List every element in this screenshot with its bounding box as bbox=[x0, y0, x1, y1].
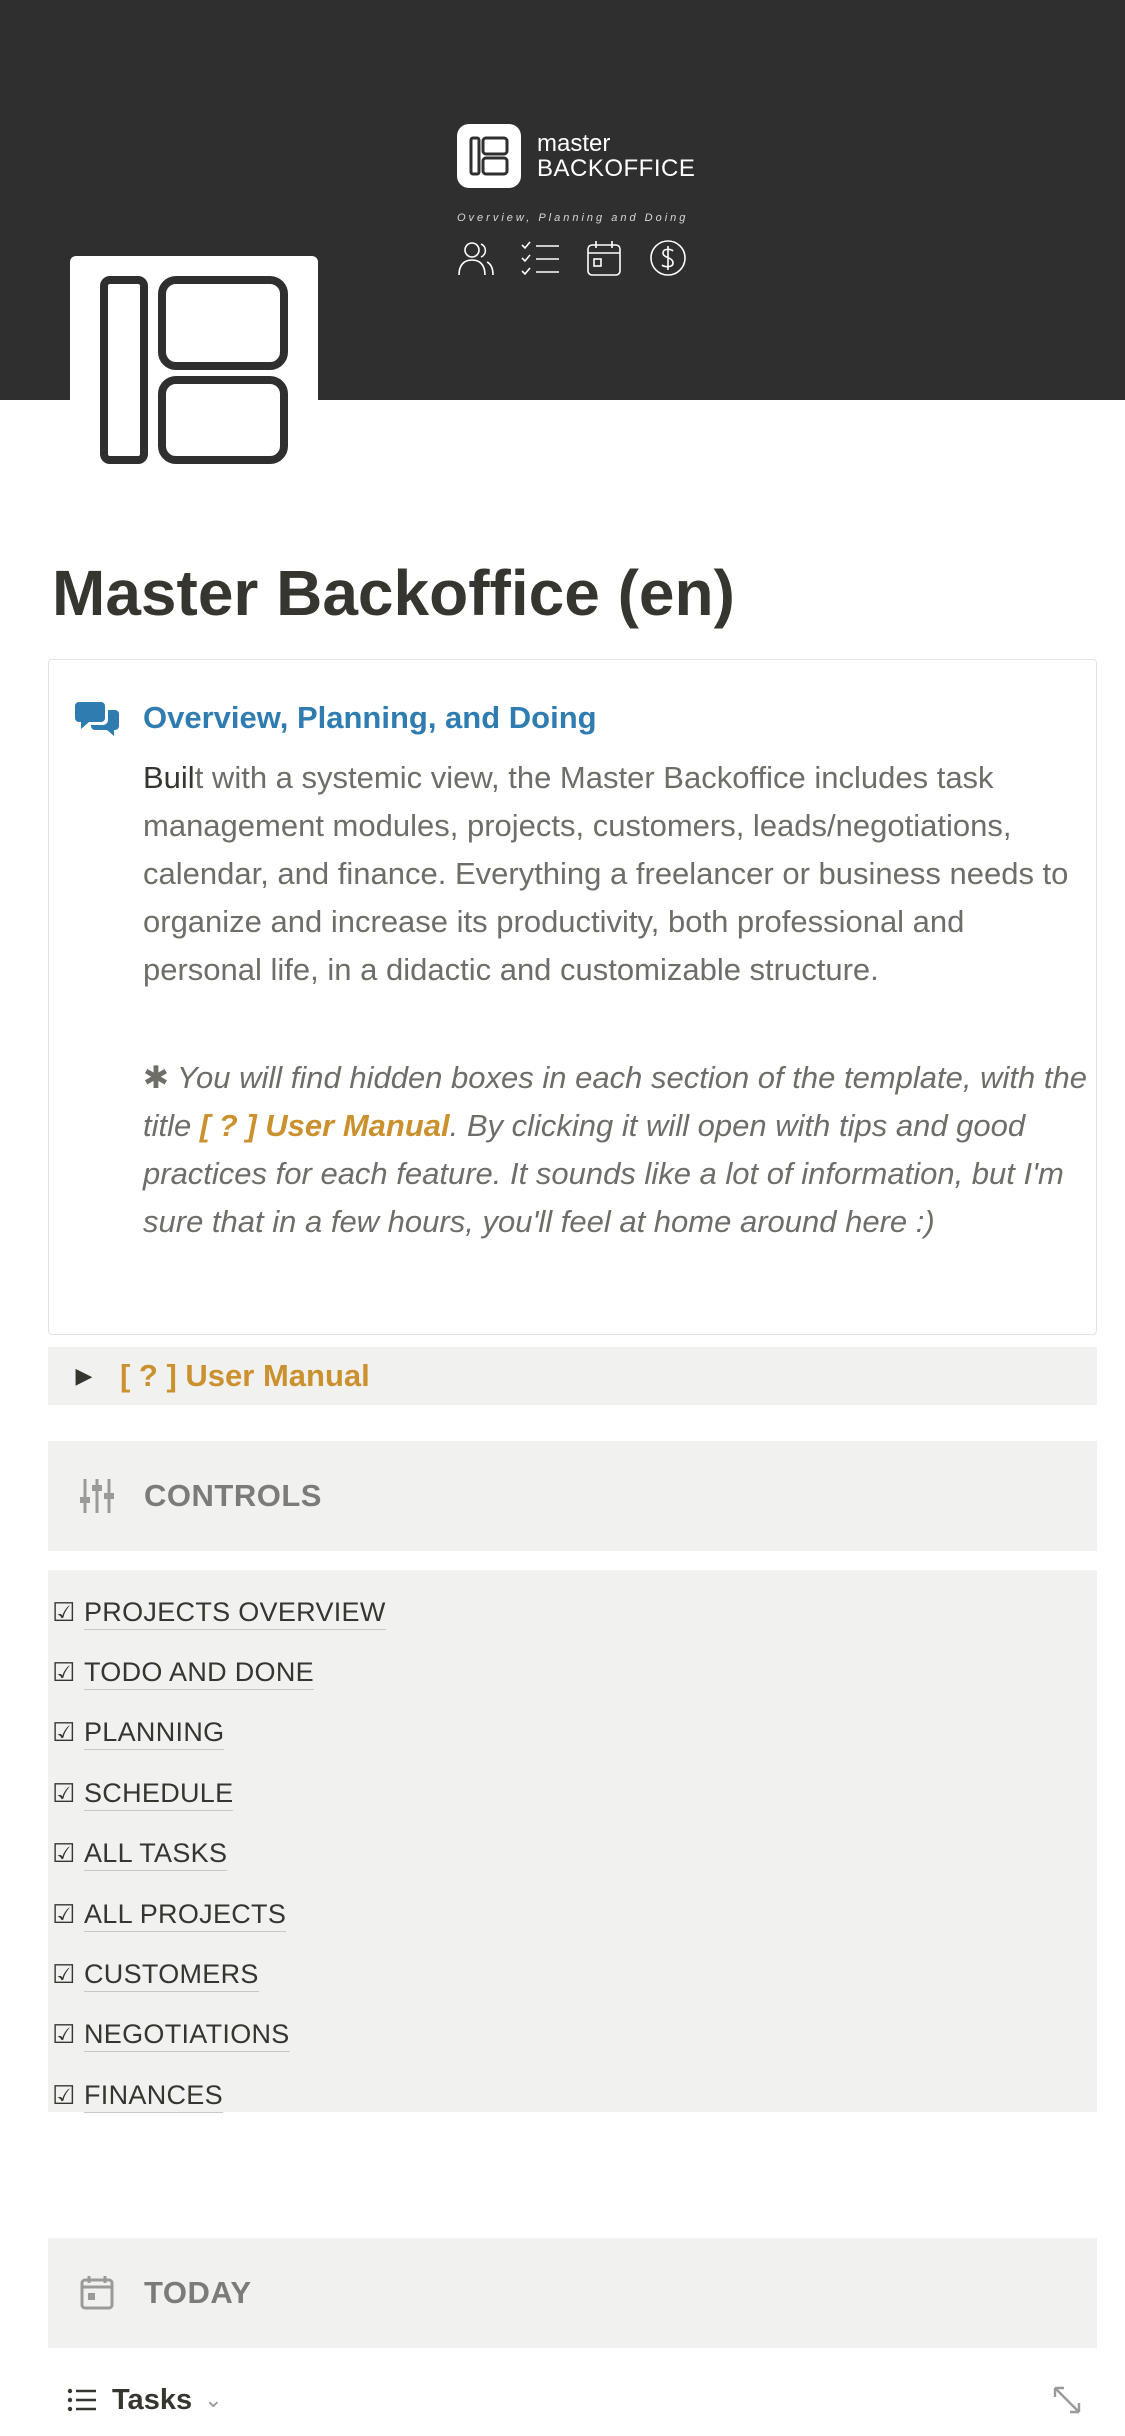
note-end: . By clicking it will open with tips and good practices for each feature. It sounds like a lot of information, but I'm sure that in a few hours, you'll feel at home around here :) bbox=[143, 1108, 1064, 1239]
tasks-view-label[interactable]: Tasks bbox=[112, 2383, 193, 2416]
control-item[interactable] bbox=[48, 1642, 1097, 1702]
toggle-arrow-icon[interactable]: ▶ bbox=[75, 1363, 93, 1388]
control-link[interactable]: PLANNING bbox=[84, 1715, 224, 1750]
control-link[interactable]: TODO AND DONE bbox=[84, 1655, 314, 1690]
checkbox-icon: ☑ bbox=[52, 2019, 76, 2050]
brand-line2: BACKOFFICE bbox=[537, 155, 696, 182]
checkbox-icon: ☑ bbox=[52, 1959, 76, 1990]
chevron-down-icon[interactable]: ⌄ bbox=[204, 2387, 223, 2412]
callout-body bbox=[143, 754, 1073, 994]
dollar-icon bbox=[647, 237, 689, 279]
checkbox-icon: ☑ bbox=[52, 1657, 76, 1688]
control-link[interactable]: SCHEDULE bbox=[84, 1776, 233, 1811]
control-link[interactable]: ALL TASKS bbox=[84, 1836, 227, 1871]
checklist-icon bbox=[519, 237, 561, 279]
chat-bubbles-icon bbox=[75, 698, 119, 738]
brand-line1: master bbox=[537, 129, 611, 157]
expand-icon[interactable] bbox=[1051, 2384, 1083, 2416]
checkbox-icon: ☑ bbox=[52, 1717, 76, 1748]
control-item[interactable] bbox=[48, 2005, 1097, 2065]
page-icon[interactable] bbox=[70, 256, 318, 484]
control-item[interactable] bbox=[48, 1944, 1097, 2004]
checkbox-icon: ☑ bbox=[52, 1898, 76, 1929]
control-link[interactable]: PROJECTS OVERVIEW bbox=[84, 1595, 386, 1630]
toggle-label: [ ? ] User Manual bbox=[120, 1358, 370, 1393]
checkbox-icon: ☑ bbox=[52, 1777, 76, 1808]
brand-icon-row bbox=[455, 236, 695, 280]
brand-logo bbox=[457, 124, 697, 188]
today-header bbox=[48, 2238, 1097, 2348]
controls-title: CONTROLS bbox=[144, 1478, 322, 1513]
page-title[interactable]: Master Backoffice (en) bbox=[52, 557, 735, 629]
callout-body-start: Buil bbox=[143, 760, 195, 795]
brand-mark-icon bbox=[457, 124, 521, 188]
checkbox-icon: ☑ bbox=[52, 1838, 76, 1869]
control-link[interactable]: CUSTOMERS bbox=[84, 1957, 259, 1992]
control-item[interactable] bbox=[48, 1824, 1097, 1884]
control-item[interactable] bbox=[48, 1884, 1097, 1944]
user-manual-toggle[interactable] bbox=[48, 1347, 1097, 1405]
intro-callout bbox=[48, 659, 1097, 1335]
list-icon bbox=[66, 2384, 98, 2416]
control-link[interactable]: ALL PROJECTS bbox=[84, 1897, 286, 1932]
users-icon bbox=[455, 237, 497, 279]
checkbox-icon: ☑ bbox=[52, 2079, 76, 2110]
control-item[interactable] bbox=[48, 1703, 1097, 1763]
tasks-view-bar bbox=[48, 2372, 1097, 2428]
control-item[interactable] bbox=[48, 2065, 1097, 2125]
note-star: ✱ bbox=[143, 1060, 178, 1095]
control-link[interactable]: NEGOTIATIONS bbox=[84, 2017, 290, 2052]
control-link[interactable]: FINANCES bbox=[84, 2078, 223, 2113]
controls-list bbox=[48, 1570, 1097, 2112]
callout-body-rest: t with a systemic view, the Master Backoffice includes task management modules, projects, customers, leads/negotiations, calendar, and finance. Everything a freelancer or business needs to organize and increase its productivity, both professional and personal life, in a didactic and customizable structure. bbox=[143, 760, 1069, 987]
sliders-icon bbox=[78, 1477, 116, 1515]
control-item[interactable] bbox=[48, 1582, 1097, 1642]
checkbox-icon: ☑ bbox=[52, 1596, 76, 1627]
brand-tagline: Overview, Planning and Doing bbox=[457, 212, 689, 224]
today-title: TODAY bbox=[144, 2275, 252, 2310]
callout-heading: Overview, Planning, and Doing bbox=[143, 700, 597, 735]
calendar-icon bbox=[583, 237, 625, 279]
control-item[interactable] bbox=[48, 1763, 1097, 1823]
controls-header bbox=[48, 1441, 1097, 1551]
calendar-icon bbox=[78, 2274, 116, 2312]
note-highlight: [ ? ] User Manual bbox=[199, 1108, 450, 1143]
note-start: You will find hidden boxes in each section of the template, with the title bbox=[143, 1060, 1087, 1143]
callout-note bbox=[143, 1054, 1093, 1246]
